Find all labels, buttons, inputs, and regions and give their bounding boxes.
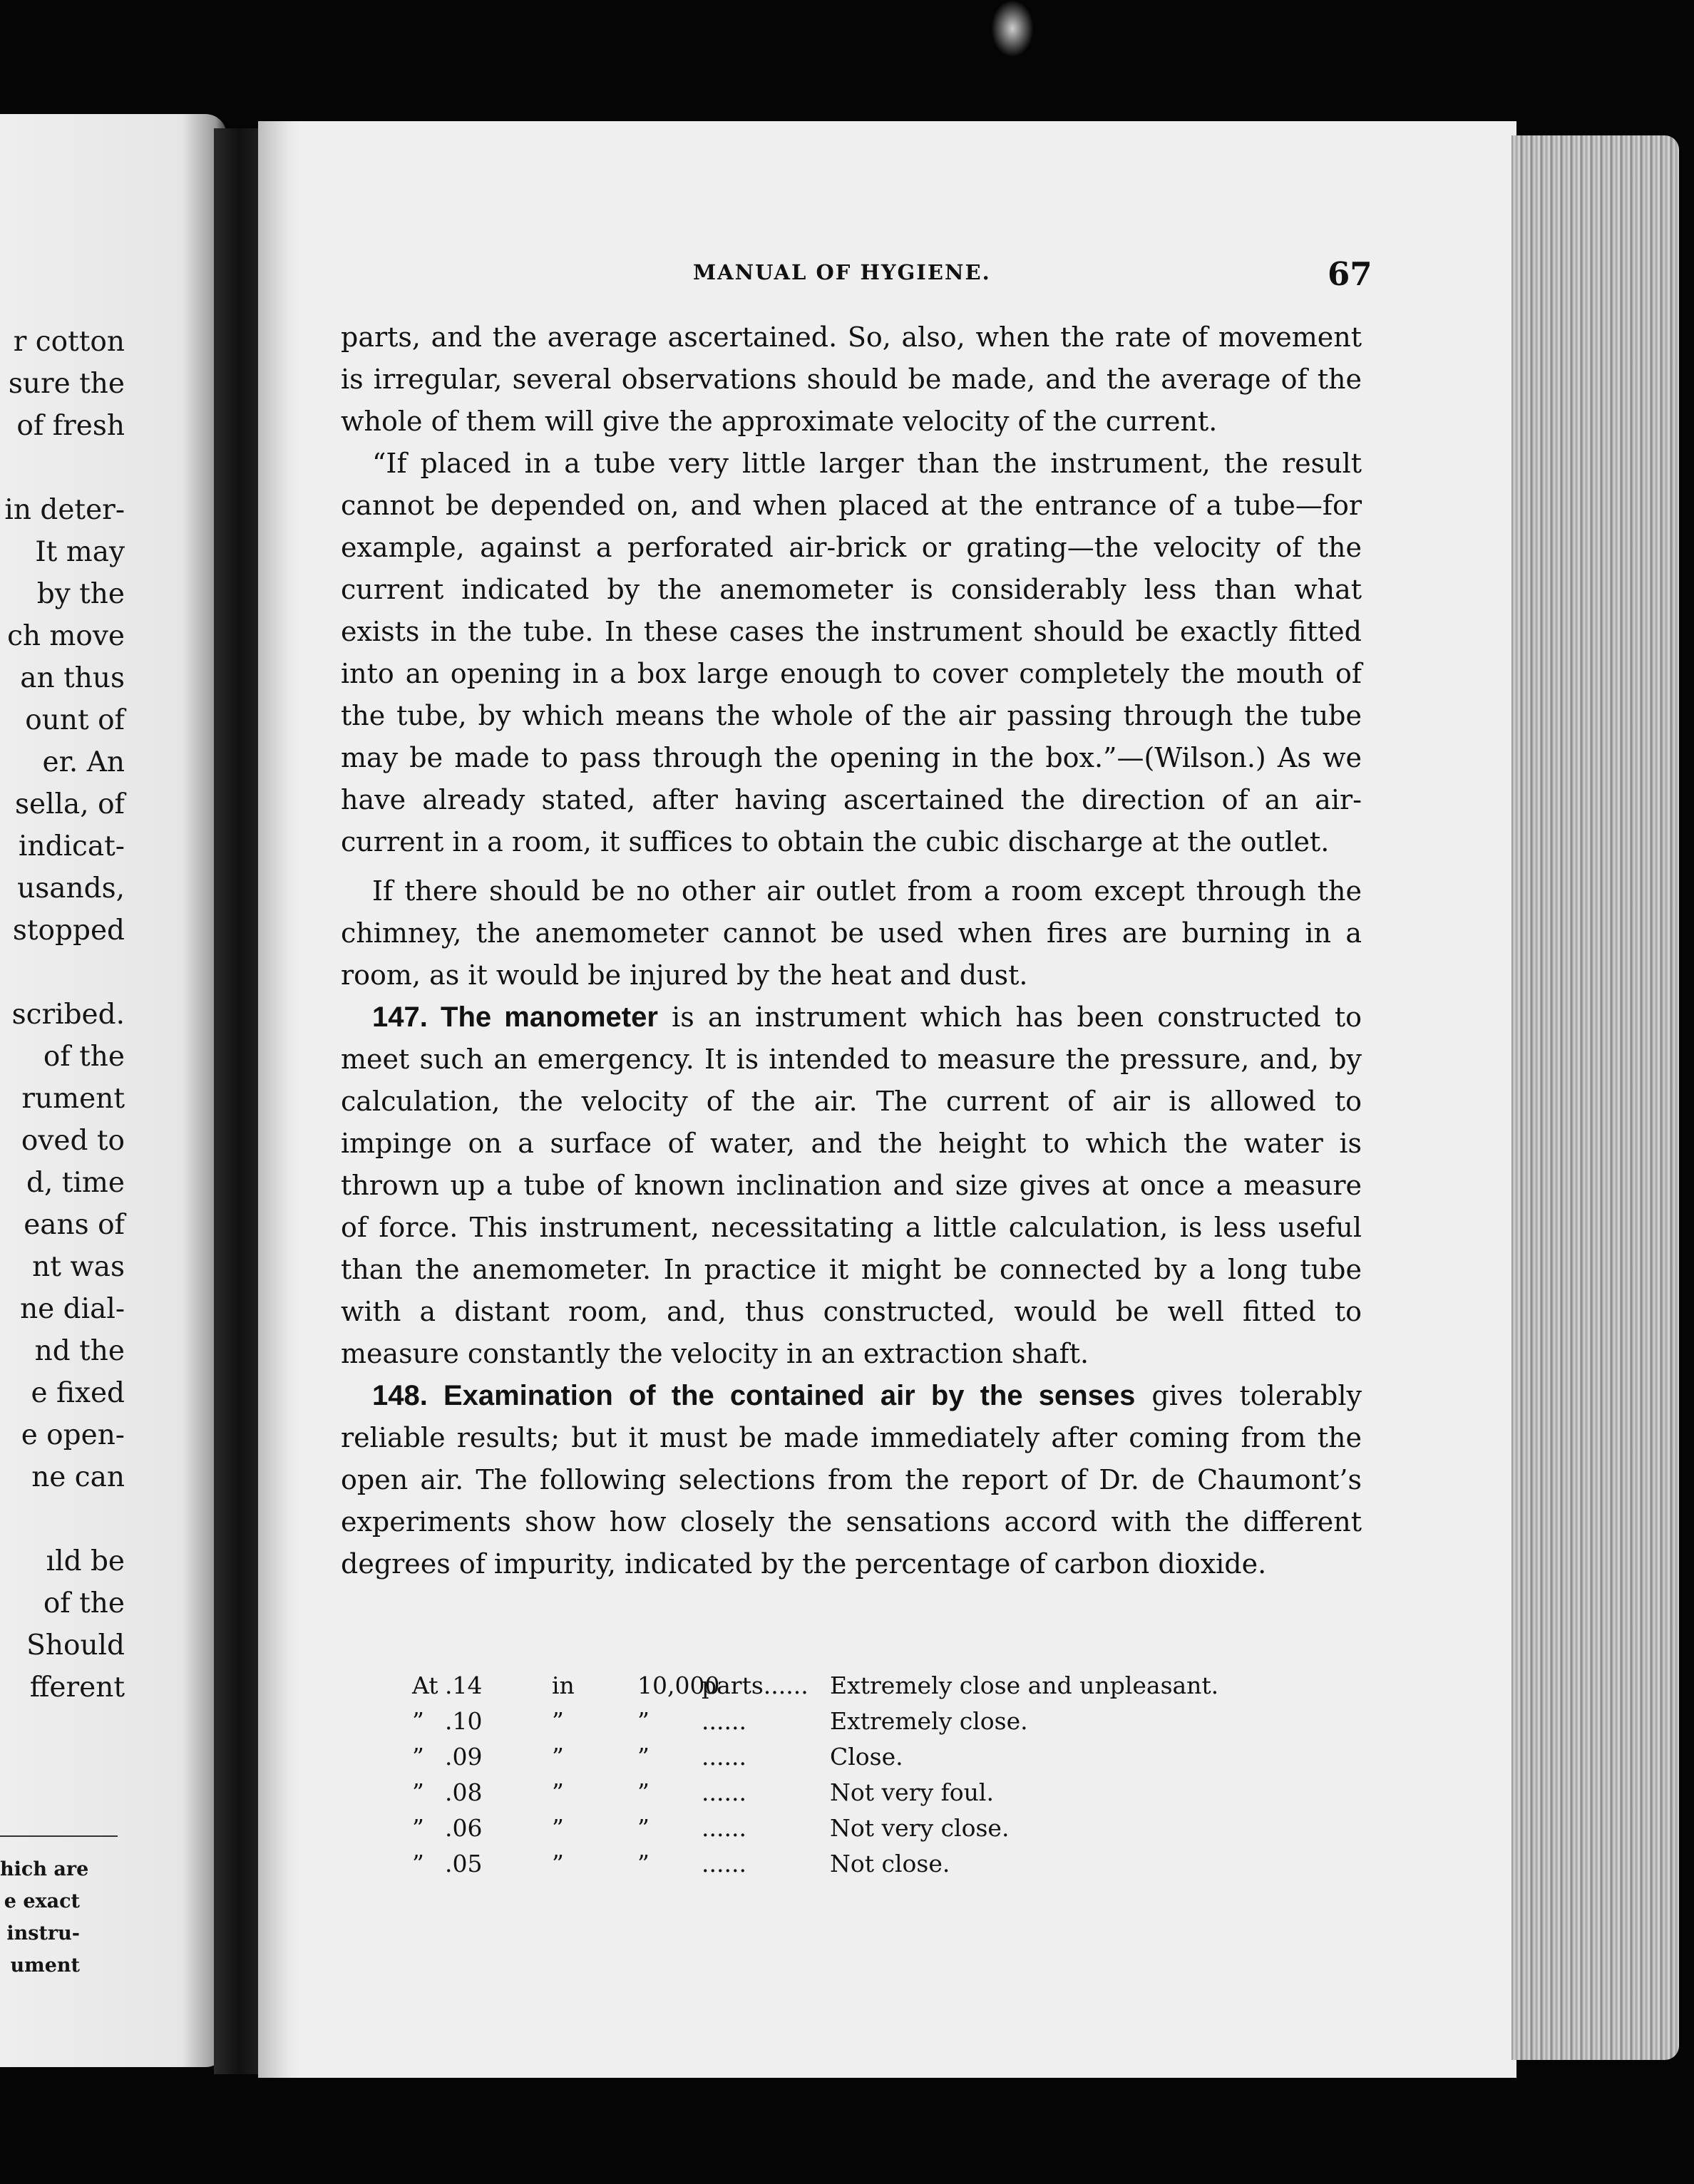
reading-ditto: ” xyxy=(637,1743,650,1771)
section-148-heading: 148. Examination of the contained air by the senses xyxy=(372,1380,1136,1411)
left-page-note-line: instru- xyxy=(6,1922,80,1945)
left-page-note-line: hich are xyxy=(0,1858,89,1880)
reading-ditto: 10,000 xyxy=(637,1672,720,1699)
left-page-line: sure the xyxy=(8,368,125,400)
reading-ditto: ” xyxy=(552,1850,564,1877)
reading-value: .14 xyxy=(445,1672,483,1699)
left-page-line: in deter- xyxy=(4,494,125,526)
reading-ditto: ” xyxy=(637,1707,650,1735)
scan-artifact xyxy=(991,0,1034,57)
left-page-line: of the xyxy=(43,1587,125,1619)
reading-ditto: ” xyxy=(637,1850,650,1877)
left-page-note-line: ument xyxy=(10,1954,80,1977)
leader-dots: ...... xyxy=(763,1672,808,1699)
left-page-line: e open- xyxy=(21,1419,125,1451)
table-row xyxy=(445,1704,1218,1739)
left-page-line: eans of xyxy=(24,1209,125,1241)
leader-dots: ...... xyxy=(702,1778,746,1806)
page-curl-shadow xyxy=(258,121,301,2078)
left-page-line: d, time xyxy=(26,1167,125,1199)
left-page-line: an thus xyxy=(20,662,125,694)
table-row xyxy=(445,1668,1218,1704)
book-gutter xyxy=(214,128,264,2074)
reading-value: .05 xyxy=(445,1850,483,1877)
reading-value: .10 xyxy=(445,1707,483,1735)
reading-value: .09 xyxy=(445,1743,483,1771)
leader-dots: ...... xyxy=(702,1743,746,1771)
reading-unit: parts xyxy=(702,1672,764,1699)
section-148-text: gives tolerably reliable results; but it must be made immediately after coming from the open air. The following selections from the report of Dr. de Chaumont’s experiments show how closely the sensations accord with the different degrees of impurity, indicated by the percentage of carbon dioxide. xyxy=(341,1380,1362,1580)
left-page-line: r cotton xyxy=(13,326,125,358)
left-page-line: ıld be xyxy=(46,1545,125,1577)
section-147-heading: 147. The manometer xyxy=(372,1001,658,1033)
left-page-line: ch move xyxy=(7,620,125,652)
paragraph-3: If there should be no other air outlet from a room except through the chimney, the anemometer cannot be used when fires are burning in a room, as it would be injured by the heat and dust. xyxy=(341,875,1362,991)
left-page-line: oved to xyxy=(21,1125,125,1157)
page-edges xyxy=(1511,135,1679,2060)
left-page-line xyxy=(0,952,125,994)
left-page-line xyxy=(0,447,125,489)
table-row xyxy=(445,1739,1218,1775)
left-page-line: sella, of xyxy=(14,788,125,820)
reading-ditto: in xyxy=(552,1672,575,1699)
sensation: Not very foul. xyxy=(830,1778,994,1806)
reading-ditto: ” xyxy=(552,1814,564,1842)
left-page-line: Should xyxy=(26,1629,125,1662)
reading-ditto: ” xyxy=(552,1743,564,1771)
left-page-footnotes xyxy=(0,1853,89,1982)
left-page-line: nd the xyxy=(34,1335,125,1367)
table-row xyxy=(445,1775,1218,1810)
reading-ditto: ” xyxy=(637,1814,650,1842)
left-page-line xyxy=(0,1498,125,1540)
section-148 xyxy=(341,1375,1362,1585)
left-page-note-line: e exact xyxy=(4,1890,80,1912)
sensation: Extremely close and unpleasant. xyxy=(830,1672,1219,1699)
reading-ditto: ” xyxy=(552,1707,564,1735)
left-page-line: scribed. xyxy=(11,999,125,1031)
paragraph-2-wilson-quote: “If placed in a tube very little larger than the instrument, the result cannot be depended on, and when placed at the entrance of a tube—for example, against a perforated air-brick or grating—the velocity of the current indicated by the anemometer is considerably less than what exists in the tube. In these cases the instrument should be exactly fitted into an opening in a box large enough to cover completely the mouth of the tube, by which means the whole of the air passing through the tube may be made to pass through the opening in the box.”—(Wilson.) As we have already stated, after having ascertained the direction of an air-current in a room, it suffices to obtain the cubic discharge at the outlet. xyxy=(341,448,1362,857)
left-page-line: of fresh xyxy=(16,410,125,442)
left-page-line: rument xyxy=(21,1083,125,1115)
table-row xyxy=(445,1846,1218,1882)
leader-dots: ...... xyxy=(702,1814,746,1842)
left-page-line: ount of xyxy=(25,704,125,736)
sensation: Close. xyxy=(830,1743,903,1771)
left-page-line: of the xyxy=(43,1041,125,1073)
leader-dots: ...... xyxy=(702,1850,746,1877)
left-page-line: nt was xyxy=(32,1251,125,1283)
sensation: Not very close. xyxy=(830,1814,1010,1842)
paragraph-1: parts, and the average ascertained. So, also, when the rate of movement is irregular, several observations should be made, and the average of the whole of them will give the approximate velocity of the current. xyxy=(341,321,1362,437)
section-147-text: is an instrument which has been constructed to meet such an emergency. It is intended to measure the pressure, and, by calculation, the velocity of the air. The current of air is allowed to impinge on a surface of water, and the height to which the water is thrown up a tube of known inclination and size gives at once a measure of force. This instrument, necessitating a little calculation, is less useful than the anemometer. In practice it might be connected by a long tube with a distant room, and, thus constructed, would be well fitted to measure constantly the velocity in an extraction shaft. xyxy=(341,1001,1362,1369)
body-text xyxy=(341,316,1362,1585)
page-number: 67 xyxy=(1328,255,1372,293)
sensation: Extremely close. xyxy=(830,1707,1028,1735)
leader-dots: ...... xyxy=(702,1707,746,1735)
left-page-line: ne dial- xyxy=(20,1293,125,1325)
reading-value: .06 xyxy=(445,1814,483,1842)
section-147 xyxy=(341,996,1362,1375)
left-page-line: by the xyxy=(36,578,125,610)
left-page-line: fferent xyxy=(29,1672,125,1704)
table-row xyxy=(445,1810,1218,1846)
left-page-line: indicat- xyxy=(19,830,125,862)
footnote-rule xyxy=(0,1835,118,1837)
left-page-line: usands, xyxy=(17,872,125,905)
left-page-line: It may xyxy=(35,536,125,568)
co2-sensation-table xyxy=(445,1668,1218,1882)
sensation: Not close. xyxy=(830,1850,950,1877)
running-head: MANUAL OF HYGIENE. xyxy=(693,260,991,284)
reading-ditto: ” xyxy=(552,1778,564,1806)
left-page xyxy=(0,114,227,2067)
reading-value: .08 xyxy=(445,1778,483,1806)
left-page-line: ne can xyxy=(31,1461,125,1493)
left-page-line: er. An xyxy=(42,746,125,778)
left-page-line: e fixed xyxy=(31,1377,125,1409)
left-page-line: stopped xyxy=(12,915,125,947)
reading-ditto: ” xyxy=(637,1778,650,1806)
left-page-text xyxy=(0,321,125,1709)
